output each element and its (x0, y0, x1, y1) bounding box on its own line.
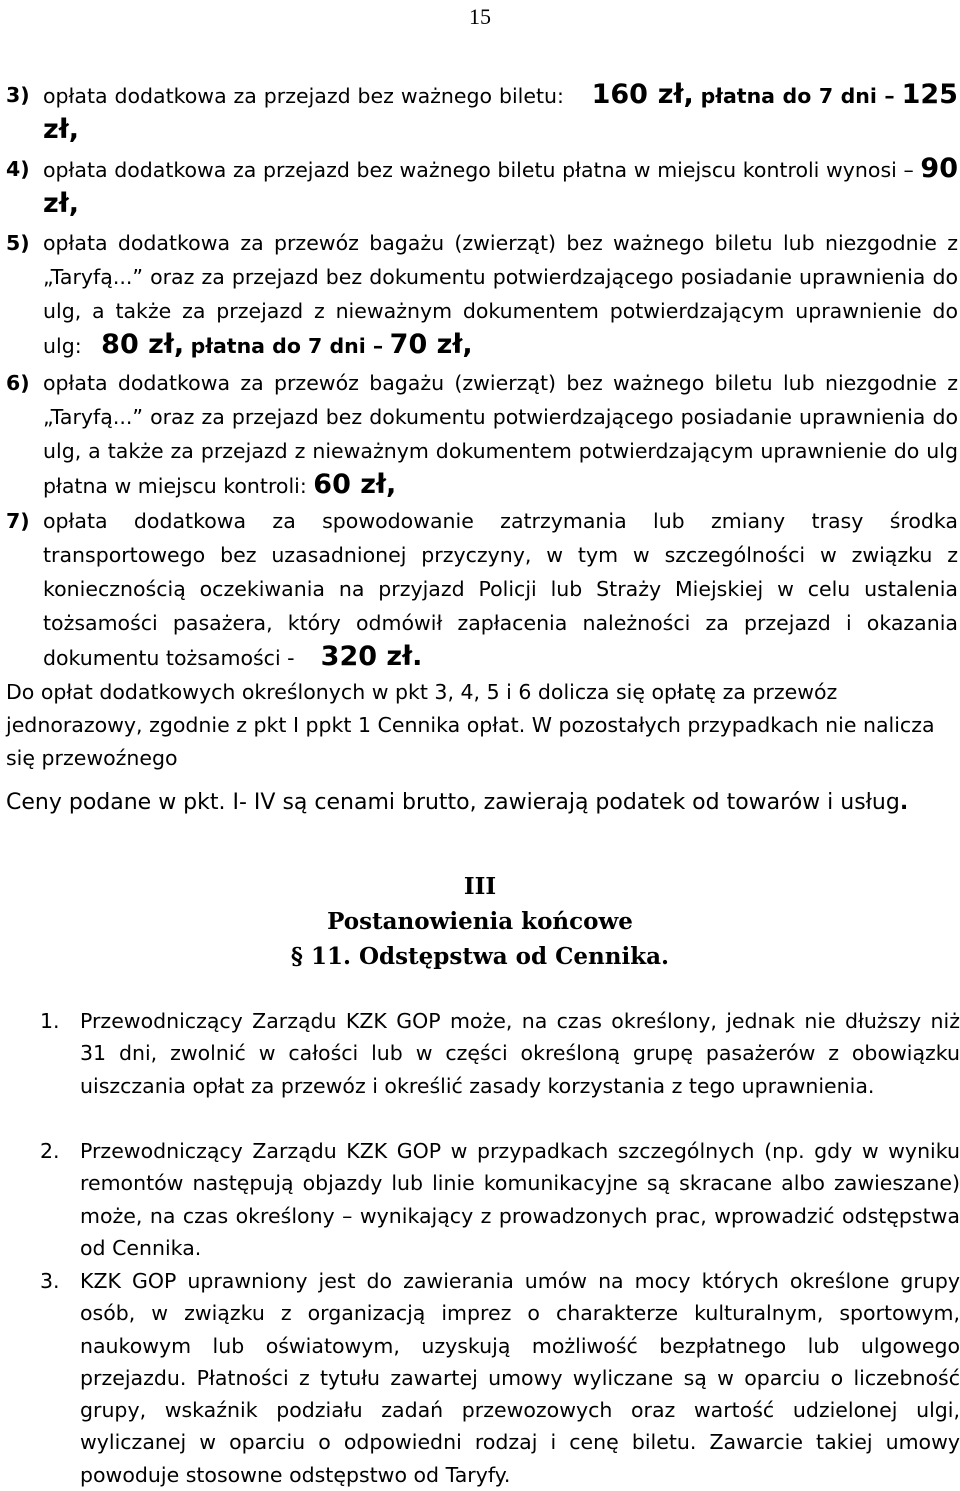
item-text: opłata dodatkowa za przewóz bagażu (zwierząt) bez ważnego biletu lub niezgodnie z „Taryfą...” oraz za przejazd bez dokumentu potwierdzającego posiadanie uprawnienia do ulg, a także za przejazd z nieważnym dokumentem potwierdzającym uprawnienie do ulg płatna w miejscu kontroli: (43, 371, 958, 498)
item-text: opłata dodatkowa za spowodowanie zatrzymania lub zmiany trasy środka transportowego bez uzasadnionej przyczyny, w tym w szczególności w związku z koniecznością oczekiwania na przyjazd Policji lub Straży Miejskiej w celu ustalenia tożsamości pasażera, który odmówił zapłacenia należności za przejazd i okazania dokumentu tożsamości - (43, 509, 958, 670)
page-number: 15 (469, 4, 491, 29)
provision-text: KZK GOP uprawniony jest do zawierania umów na mocy których określone grupy osób, w związku z organizacją imprez o charakterze kulturalnym, sportowym, naukowym lub oświatowym, uzyskują możliwość bezpłatnego lub ulgowego przejazdu. Płatności z tytułu zawartej umowy wyliczane są w oparciu o liczebność grupy, wskaźnik podziału zadań przewozowych oraz wartość udzielonej ulgi, wyliczanej w oparciu o odpowiedni rodzaj i cenę biletu. Zawarcie takiej umowy powoduje stosowne odstępstwo od Taryfy. (80, 1269, 960, 1487)
section-number: III (463, 873, 497, 900)
item-number: 7) (6, 509, 30, 533)
fee-amount-reduced: 125 zł, (43, 79, 958, 145)
item-number: 6) (6, 371, 30, 395)
fee-amount: 80 zł, (101, 329, 185, 360)
provision-number: 2. (40, 1139, 60, 1163)
payment-term: płatna do 7 dni – (190, 334, 384, 358)
item-number: 4) (6, 157, 30, 181)
item-text: opłata dodatkowa za przewóz bagażu (zwierząt) bez ważnego biletu lub niezgodnie z „Taryfą...” oraz za przejazd bez dokumentu potwierdzającego posiadanie uprawnienia do ulg, a także za przejazd z nieważnym dokumentem potwierdzającym uprawnienie do ulg: (43, 231, 958, 358)
prices-note (6, 785, 958, 821)
item-number: 3) (6, 83, 30, 107)
list-item-3 (6, 78, 958, 148)
fee-amount: 160 zł, (591, 79, 694, 110)
list-item-6 (6, 366, 958, 503)
fee-amount-reduced: 70 zł, (389, 329, 473, 360)
prices-note-end: . (899, 790, 909, 815)
provision-number: 1. (40, 1009, 60, 1033)
provision-number: 3. (40, 1269, 60, 1293)
item-text: opłata dodatkowa za przejazd bez ważnego biletu: (43, 84, 564, 108)
prices-note-text: Ceny podane w pkt. I- IV są cenami brutto, zawierają podatek od towarów i usług (6, 790, 900, 815)
item-number: 5) (6, 231, 30, 255)
list-item-5 (6, 226, 958, 363)
surcharge-paragraph: Do opłat dodatkowych określonych w pkt 3, 4, 5 i 6 dolicza się opłatę za przewóz jednorazowy, zgodnie z pkt I ppkt 1 Cennika opłat. W pozostałych przypadkach nie nalicza się przewoźnego (6, 680, 935, 770)
provision-text: Przewodniczący Zarządu KZK GOP może, na czas określony, jednak nie dłuższy niż 31 dni, zwolnić w całości lub w części określoną grupę pasażerów z obowiązku uiszczania opłat za przewóz i określić zasady korzystania z tego uprawnienia. (80, 1009, 960, 1098)
provision-3 (40, 1265, 960, 1491)
item-text: opłata dodatkowa za przejazd bez ważnego biletu płatna w miejscu kontroli wynosi – (43, 158, 914, 182)
provision-text: Przewodniczący Zarządu KZK GOP w przypadkach szczególnych (np. gdy w wyniku remontów następują objazdy lub linie komunikacyjne są skracane albo zawieszane) może, na czas określony – wynikający z prowadzonych prac, wprowadzić odstępstwa od Cennika. (80, 1139, 960, 1260)
section-title: Postanowienia końcowe (327, 908, 633, 935)
provision-2 (40, 1135, 960, 1264)
list-item-4 (6, 152, 958, 222)
section-subtitle: § 11. Odstępstwa od Cennika. (290, 943, 670, 970)
fee-amount: 90 zł, (43, 153, 958, 219)
list-item-7 (6, 504, 958, 675)
payment-term: płatna do 7 dni – (700, 84, 895, 108)
fee-amount: 320 zł. (320, 641, 423, 672)
provision-1 (40, 1005, 960, 1102)
fee-amount: 60 zł, (313, 469, 397, 500)
